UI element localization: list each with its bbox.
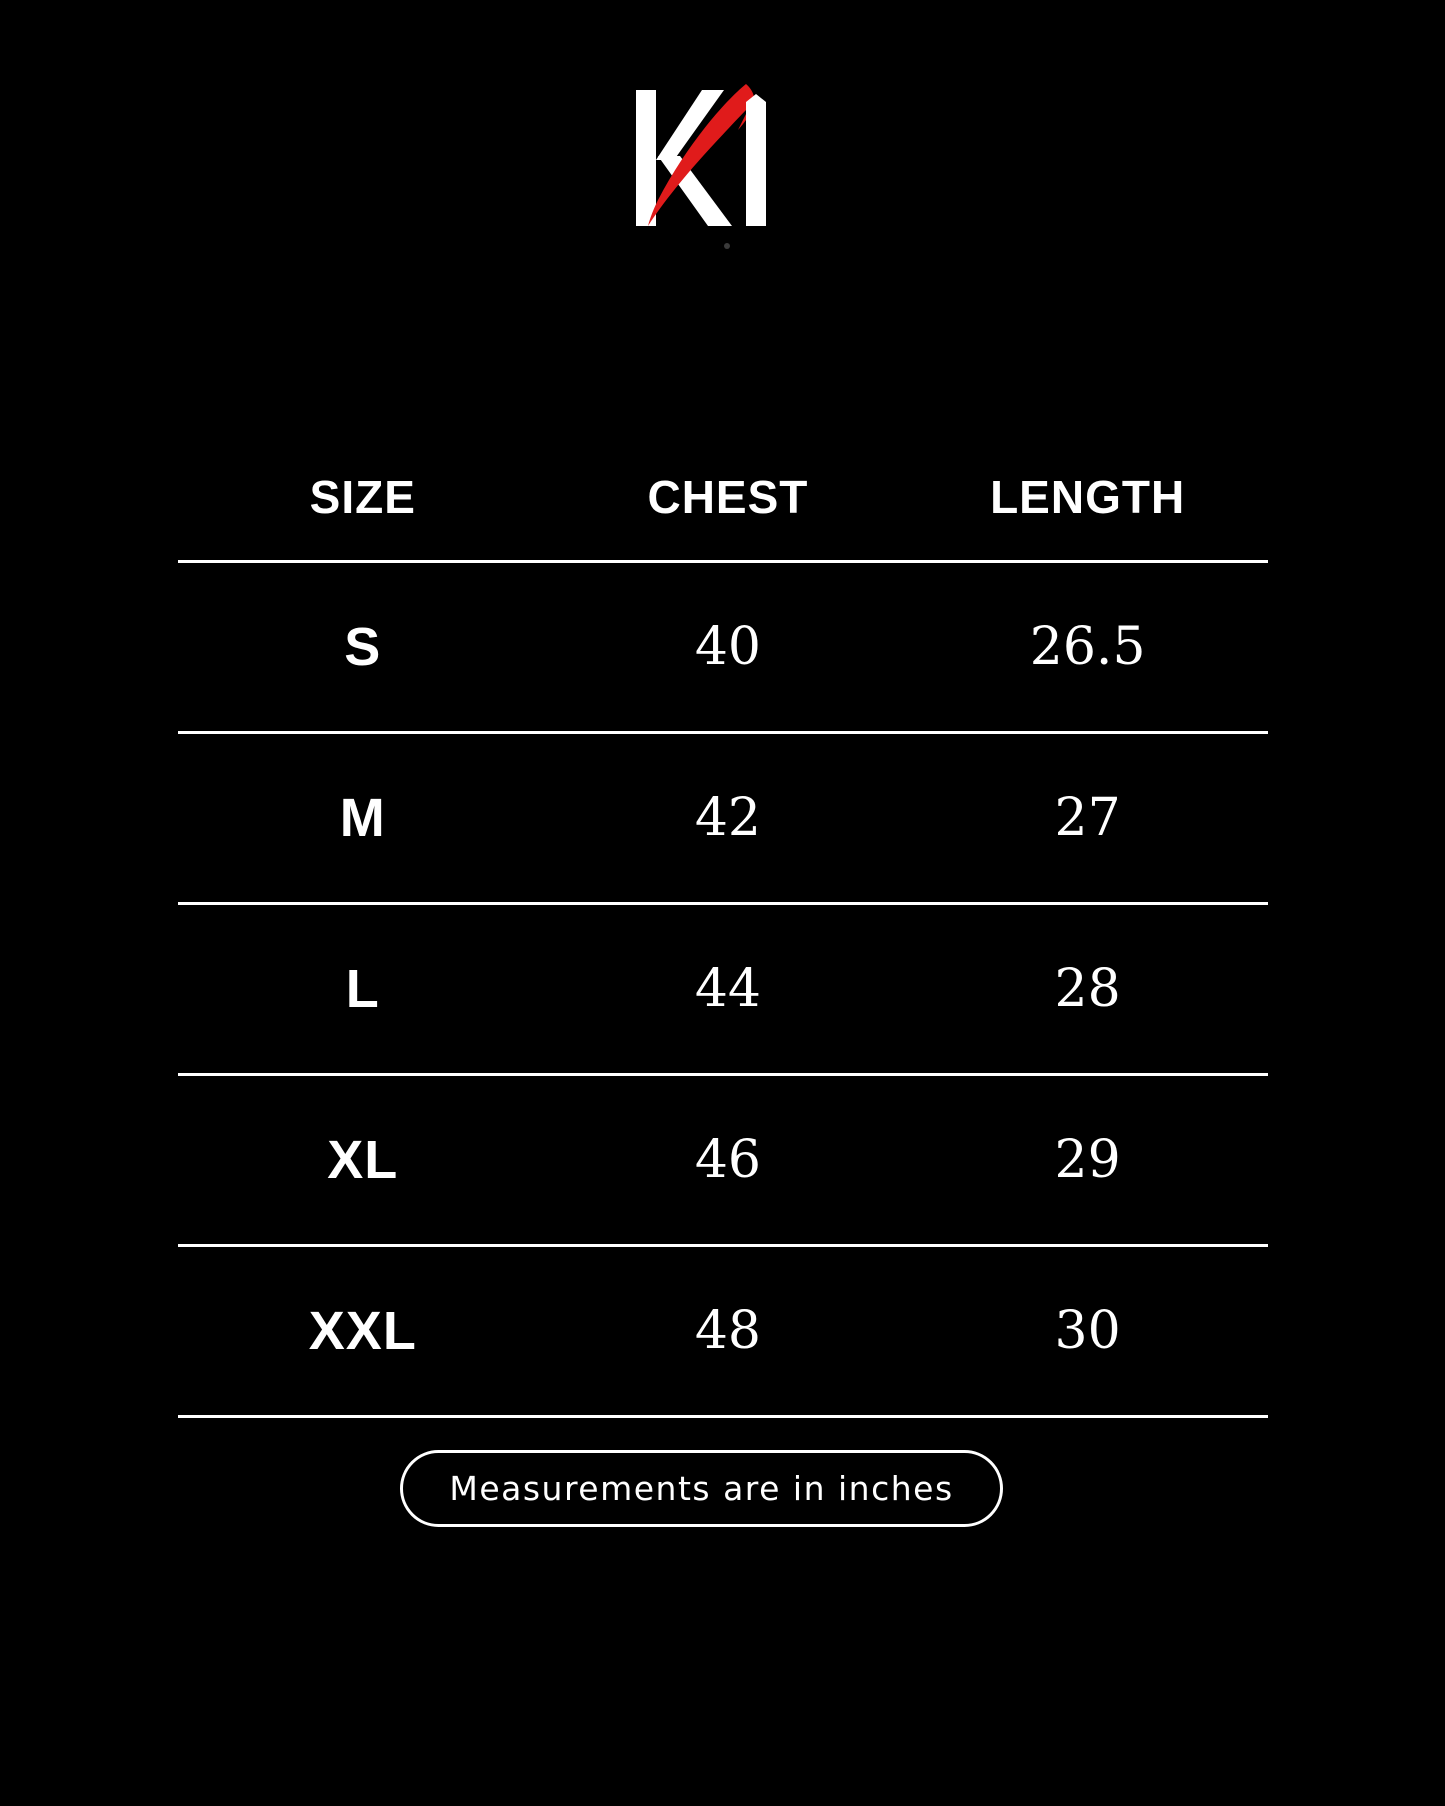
- size-table-container: [0, 470, 1445, 1418]
- logo-decorative-dot: [724, 243, 730, 249]
- size-table-body: [178, 562, 1268, 1417]
- brand-logo-container: [0, 78, 1445, 238]
- cell-chest: 44: [548, 904, 908, 1075]
- size-table: [178, 470, 1268, 1418]
- table-row: [178, 904, 1268, 1075]
- ki-logo-icon: [628, 78, 818, 238]
- column-header-length: LENGTH: [908, 470, 1268, 562]
- table-header-row: [178, 470, 1268, 562]
- table-row: [178, 733, 1268, 904]
- brand-logo: [628, 78, 818, 238]
- cell-size: XXL: [178, 1246, 549, 1417]
- cell-length: 27: [908, 733, 1268, 904]
- cell-chest: 46: [548, 1075, 908, 1246]
- column-header-chest: CHEST: [548, 470, 908, 562]
- cell-length: 29: [908, 1075, 1268, 1246]
- cell-size: L: [178, 904, 549, 1075]
- measurement-note-container: [0, 1450, 1445, 1527]
- table-row: [178, 562, 1268, 733]
- table-row: [178, 1075, 1268, 1246]
- table-row: [178, 1246, 1268, 1417]
- cell-length: 26.5: [908, 562, 1268, 733]
- cell-chest: 40: [548, 562, 908, 733]
- measurement-note: Measurements are in inches: [400, 1450, 1002, 1527]
- column-header-size: SIZE: [178, 470, 549, 562]
- cell-size: M: [178, 733, 549, 904]
- cell-chest: 42: [548, 733, 908, 904]
- cell-length: 30: [908, 1246, 1268, 1417]
- cell-size: S: [178, 562, 549, 733]
- cell-chest: 48: [548, 1246, 908, 1417]
- cell-size: XL: [178, 1075, 549, 1246]
- cell-length: 28: [908, 904, 1268, 1075]
- size-table-header: [178, 470, 1268, 562]
